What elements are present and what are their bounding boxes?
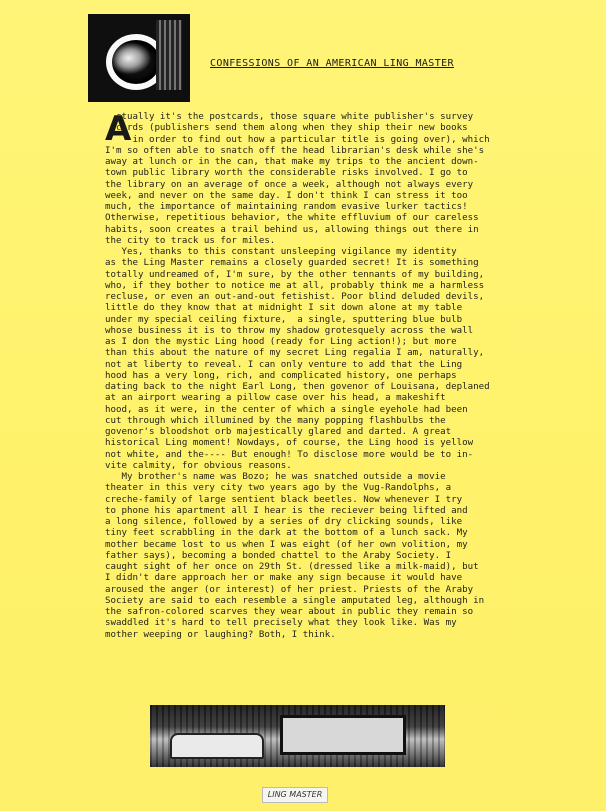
text-line: cards (publishers send them along when they ship their new books	[105, 123, 468, 134]
footer-photo	[150, 705, 445, 767]
text-line: away at lunch or in the can, that make my trips to the ancient down-	[105, 157, 479, 167]
text-line: swaddled it's hard to tell precisely what they look like. Was my	[105, 618, 457, 629]
text-line: whose business it is to throw my shadow grotesquely across the wall	[105, 325, 474, 336]
text-line: the city to track us for miles.	[105, 235, 276, 246]
text-line: aroused the anger (or interest) of her priest. Priests of the Araby	[105, 584, 474, 595]
text-line: I didn't dare approach her or make any sign because it would have	[105, 573, 463, 584]
text-line: father says), becoming a bonded chattel to the Araby Society. I	[105, 550, 452, 561]
drop-cap: A	[105, 109, 132, 149]
text-line: Otherwise, repetitious behavior, the white effluvium of our careless	[105, 213, 479, 224]
text-line: mother weeping or laughing? Both, I think.	[105, 629, 336, 640]
text-line: tiny feet scrabbling in the dark at the bottom of a lunch sack. My	[105, 528, 468, 539]
text-line: as the Ling Master remains a closely guarded secret! It is something	[105, 258, 479, 269]
text-line: vite calmity, for obvious reasons.	[105, 460, 292, 471]
text-line: in order to find out how a particular title is going over), which	[105, 134, 490, 145]
text-line: dating back to the night Earl Long, then govenor of Louisana, deplaned	[105, 382, 490, 392]
text-line: totally undreamed of, I'm sure, by the other tennants of my building,	[105, 269, 485, 280]
text-line: I'm so often able to snatch off the head librarian's desk while she's	[105, 145, 485, 156]
text-line: caught sight of her once on 29th St. (dressed like a milk-maid), but	[105, 562, 479, 572]
text-line: hood, as it were, in the center of which a single eyehole had been	[105, 404, 468, 415]
text-line: govenor's bloodshot orb majestically glared and darted. A great	[105, 427, 452, 437]
page-title: CONFESSIONS OF AN AMERICAN LING MASTER	[210, 58, 454, 69]
text-line: week, and never on the same day. I don't think I can stress it too	[105, 190, 468, 201]
text-line: cut through which illumined by the many popping flashbulbs the	[105, 415, 446, 426]
text-line: at an airport wearing a pillow case over his head, a makeshift	[105, 393, 446, 404]
text-line: My brother's name was Bozo; he was snatched outside a movie	[105, 472, 446, 482]
text-line: Society are said to each resemble a single amputated leg, although in	[105, 595, 485, 606]
text-line: historical Ling moment! Nowdays, of course, the Ling hood is yellow	[105, 438, 474, 449]
text-line: town public library worth the considerable risks involved. I go to	[105, 168, 468, 179]
text-line: not white, and the---- But enough! To disclose more would be to in-	[105, 449, 474, 460]
text-line: not at liberty to reveal. I can only venture to add that the Ling	[105, 359, 463, 370]
text-line: Yes, thanks to this constant unsleeping vigilance my identity	[105, 247, 457, 257]
article-body	[105, 109, 515, 641]
footer-label: LING MASTER	[262, 787, 328, 803]
text-line: creche-family of large sentient black beetles. Now whenever I try	[105, 494, 463, 505]
text-line: recluse, or even an out-and-out fetishist. Poor blind deluded devils,	[105, 292, 485, 302]
text-line: hood has a very long, rich, and complicated history, one perhaps	[105, 370, 457, 381]
text-line: little do they know that at midnight I sit down alone at my table	[105, 303, 463, 314]
text-line: ctually it's the postcards, those square white publisher's survey	[105, 112, 474, 122]
text-line: habits, soon creates a trail behind us, allowing things out there in	[105, 224, 479, 235]
text-line: much, the importance of maintaining random evasive lurker tactics!	[105, 202, 468, 212]
text-line: as I don the mystic Ling hood (ready for Ling action!); but more	[105, 337, 457, 347]
text-line: under my special ceiling fixture, a single, sputtering blue bulb	[105, 314, 463, 325]
header-photo	[88, 14, 190, 102]
text-line: to phone his apartment all I hear is the reciever being lifted and	[105, 505, 468, 516]
text-line: the library on an average of once a week, although not always every	[105, 179, 474, 190]
text-line: the safron-colored scarves they wear about in public they remain so	[105, 607, 474, 617]
text-line: mother became lost to us when I was eight (of her own volition, my	[105, 539, 468, 550]
text-line: than this about the nature of my secret Ling regalia I am, naturally,	[105, 348, 485, 359]
text-line: theater in this very city two years ago by the Vug-Randolphs, a	[105, 483, 452, 494]
text-line: who, if they bother to notice me at all, probably think me a harmless	[105, 280, 485, 291]
text-line: a long silence, followed by a series of dry clicking sounds, like	[105, 517, 463, 527]
